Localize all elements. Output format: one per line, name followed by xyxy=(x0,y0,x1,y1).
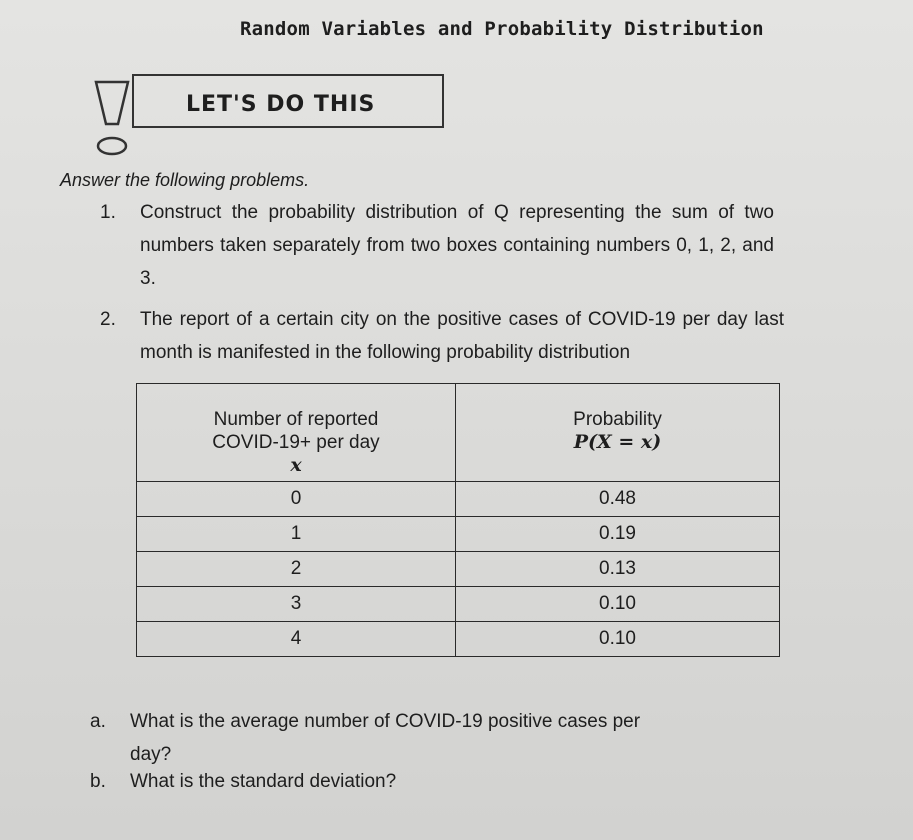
cell-x: 4 xyxy=(137,622,456,657)
table-header-row xyxy=(137,384,780,482)
section-label: LET'S DO THIS xyxy=(186,92,376,117)
question-a xyxy=(90,711,640,733)
header-variable: x xyxy=(290,454,302,476)
cell-probability: 0.48 xyxy=(456,482,780,517)
problem-text: Construct the probability distribution of Q representing the sum of two numbers taken separately from two boxes containing numbers 0, 1, 2, and 3. xyxy=(140,202,774,289)
problem-text: The report of a certain city on the positive cases of COVID-19 per day last month is manifested in the following probability distribution xyxy=(140,309,784,363)
table-row xyxy=(137,552,780,587)
cell-probability: 0.13 xyxy=(456,552,780,587)
question-text: What is the average number of COVID-19 positive cases per xyxy=(130,711,641,732)
header-line: COVID-19+ per day xyxy=(212,432,380,453)
question-text: What is the standard deviation? xyxy=(130,771,397,792)
column-header-probability xyxy=(456,384,780,482)
cell-probability: 0.19 xyxy=(456,517,780,552)
table-row xyxy=(137,482,780,517)
question-b xyxy=(90,771,396,793)
cell-x: 1 xyxy=(137,517,456,552)
question-label: b. xyxy=(90,771,106,792)
cell-probability: 0.10 xyxy=(456,587,780,622)
question-label: a. xyxy=(90,711,106,732)
instruction-text: Answer the following problems. xyxy=(60,170,310,190)
question-a-continued: day? xyxy=(130,744,172,765)
problem-number: 1. xyxy=(100,202,116,223)
probability-distribution-table xyxy=(136,383,780,657)
header-line: Probability xyxy=(573,409,662,430)
cell-probability: 0.10 xyxy=(456,622,780,657)
page-title: Random Variables and Probability Distribution xyxy=(240,18,764,40)
cell-x: 3 xyxy=(137,587,456,622)
header-line: Number of reported xyxy=(213,409,379,430)
column-header-x xyxy=(137,384,456,482)
table-row xyxy=(137,587,780,622)
cell-x: 2 xyxy=(137,552,456,587)
header-formula: P(X = x) xyxy=(573,431,662,453)
cell-x: 0 xyxy=(137,482,456,517)
table-row xyxy=(137,622,780,657)
table-row xyxy=(137,517,780,552)
exclamation-icon xyxy=(92,80,132,160)
problem-number: 2. xyxy=(100,309,116,330)
